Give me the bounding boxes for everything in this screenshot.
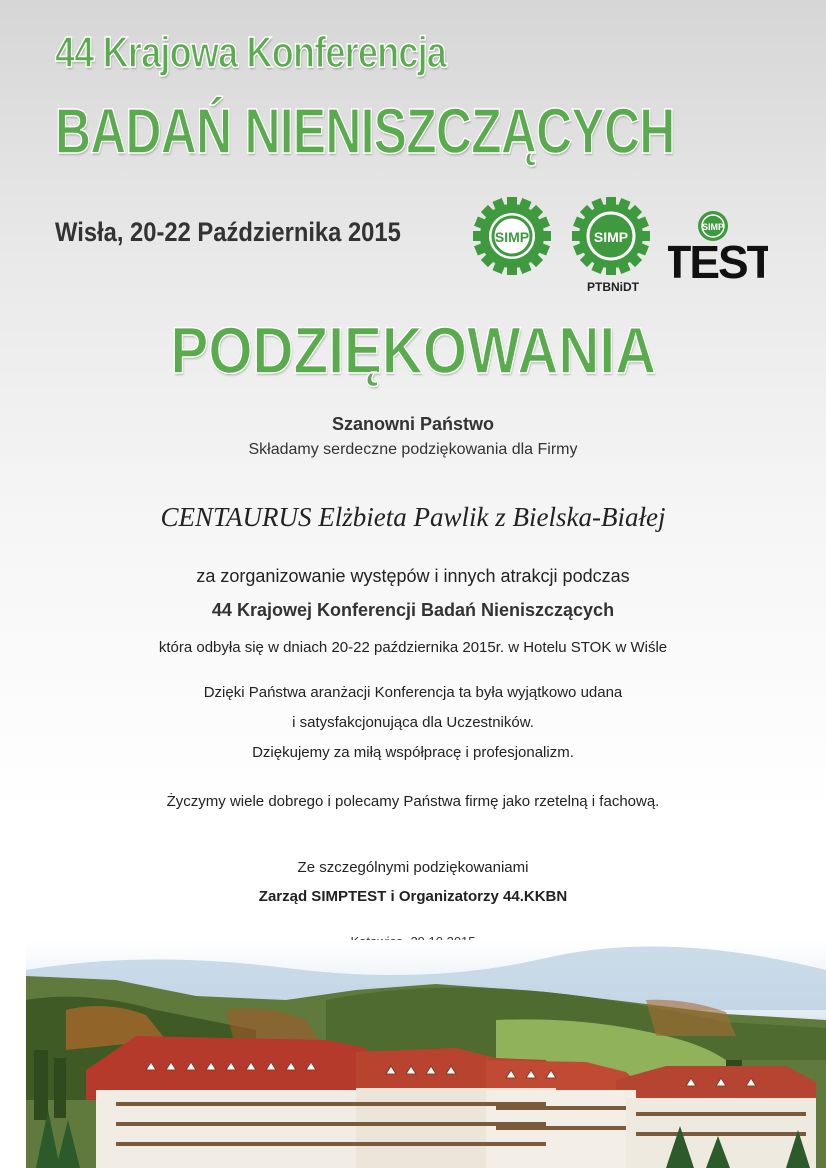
conference-date-place: Wisła, 20-22 Października 2015 (55, 217, 401, 247)
organizer-logos (470, 192, 770, 302)
ptbnidt-label: PTBNiDT (587, 280, 639, 294)
test-badge-text: SIMP (701, 222, 725, 232)
body-line-2: 44 Krajowej Konferencji Badań Nieniszczących (211, 600, 615, 620)
simp-left-text: SIMP (494, 229, 530, 245)
simp-center-text: SIMP (593, 229, 629, 245)
signature-line: Zarząd SIMPTEST i Organizatorzy 44.KKBN (258, 888, 568, 905)
body-line-7: Życzymy wiele dobrego i polecamy Państwa firmę jako rzetelną i fachową. (166, 793, 660, 810)
greeting: Szanowni Państwo (331, 414, 495, 434)
closing-line: Ze szczególnymi podziękowaniami (297, 859, 529, 876)
body-line-5: i satysfakcjonująca dla Uczestników. (292, 714, 534, 731)
thanks-heading-text: PODZIĘKOWANIA (170, 313, 656, 387)
body-line-6: Dziękujemy za miłą współpracę i profesjonalizm. (252, 744, 574, 761)
company-name: CENTAURUS Elżbieta Pawlik z Bielska-Białej (160, 502, 666, 532)
body-line-4: Dzięki Państwa aranżacji Konferencja ta była wyjątkowo udana (203, 684, 623, 701)
hotel-landscape-image (26, 940, 826, 1168)
conference-title-line1: 44 Krajowa Konferencja (55, 28, 447, 77)
simp-gear-logo-center (571, 196, 651, 276)
body-line-1: za zorganizowanie występów i innych atrakcji podczas (196, 566, 630, 586)
lead-sentence: Składamy serdeczne podziękowania dla Firmy (248, 441, 578, 458)
thanks-heading (0, 312, 826, 388)
test-text: TEST (668, 236, 768, 282)
simp-gear-logo-left (472, 196, 552, 276)
conference-title-line2: BADAŃ NIENISZCZĄCYCH (55, 95, 675, 167)
body-line-3: która odbyła się w dniach 20-22 października 2015r. w Hotelu STOK w Wiśle (158, 639, 668, 656)
simp-test-logo (668, 202, 768, 282)
